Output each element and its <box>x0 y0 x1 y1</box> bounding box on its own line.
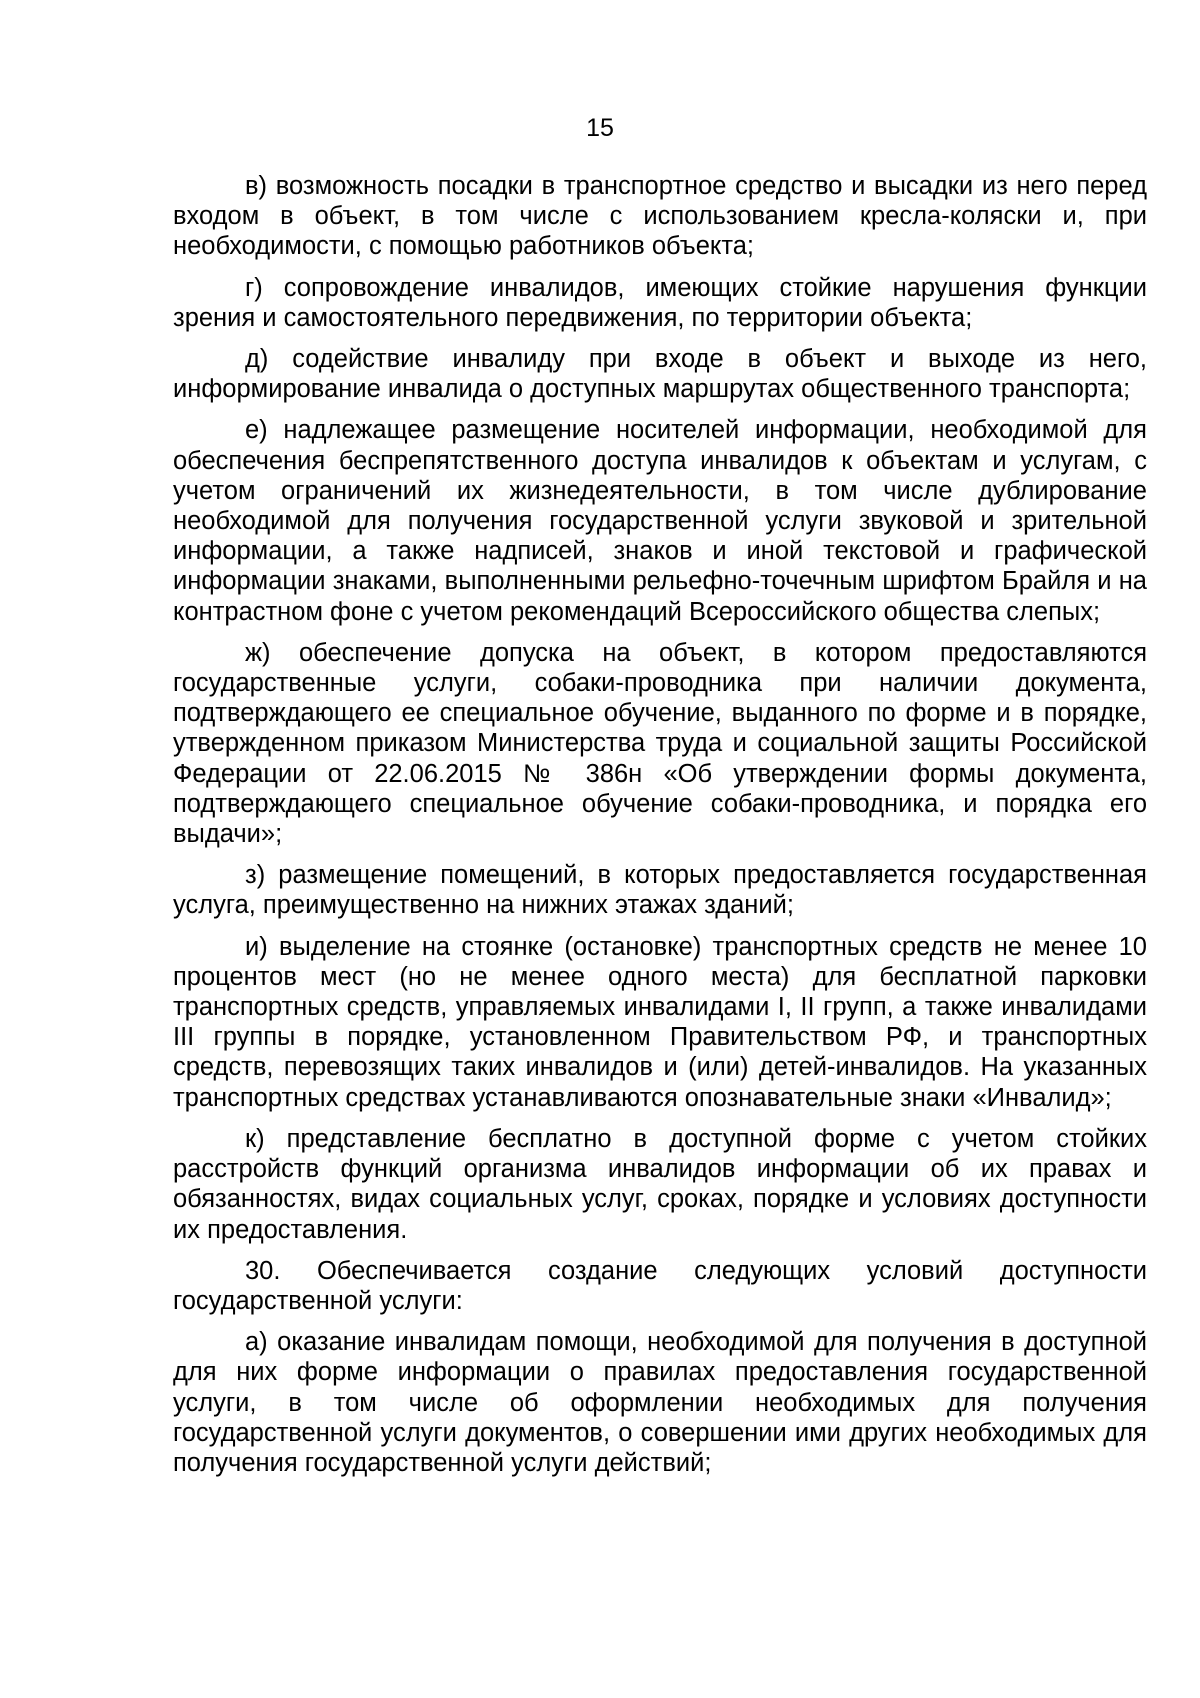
paragraph-k: к) представление бесплатно в доступной форме с учетом стойких расстройств функций организма инвалидов информации об их правах и обязанностях, видах социальных услуг, сроках, порядке и условиях доступности их предоставления. <box>173 1124 1147 1244</box>
paragraph-zh: ж) обеспечение допуска на объект, в котором предоставляются государственные услуги, собаки-проводника при наличии документа, подтверждающего ее специальное обучение, выданного по форме и в порядке, утвержденном приказом Министерства труда и социальной защиты Российской Федерации от 22.06.2015 № 386н «Об утверждении формы документа, подтверждающего специальное обучение собаки-проводника, и порядка его выдачи»; <box>173 638 1147 849</box>
paragraph-d: д) содействие инвалиду при входе в объект и выходе из него, информирование инвалида о доступных маршрутах общественного транспорта; <box>173 345 1147 404</box>
paragraph-a: а) оказание инвалидам помощи, необходимой для получения в доступной для них форме информации о правилах предоставления государственной услуги, в том числе об оформлении необходимых для получения государственной услуги документов, о совершении ими других необходимых для получения государственной услуги действий; <box>173 1328 1147 1477</box>
page-number: 15 <box>586 114 614 142</box>
paragraph-v: в) возможность посадки в транспортное средство и высадки из него перед входом в объект, в том числе с использованием кресла-коляски и, при необходимости, с помощью работников объекта; <box>173 172 1147 261</box>
paragraph-e: е) надлежащее размещение носителей информации, необходимой для обеспечения беспрепятственного доступа инвалидов к объектам и услугам, с учетом ограничений их жизнедеятельности, в том числе дублирование необходимой для получения государственной услуги звуковой и зрительной информации, а также надписей, знаков и иной текстовой и графической информации знаками, выполненными рельефно-точечным шрифтом Брайля и на контрастном фоне с учетом рекомендаций Всероссийского общества слепых; <box>173 416 1147 626</box>
document-body <box>173 171 1147 1489</box>
paragraph-z: з) размещение помещений, в которых предоставляется государственная услуга, преимущественно на нижних этажах зданий; <box>173 861 1147 920</box>
paragraph-30: 30. Обеспечивается создание следующих условий доступности государственной услуги: <box>173 1256 1147 1315</box>
paragraph-i: и) выделение на стоянке (остановке) транспортных средств не менее 10 процентов мест (но не менее одного места) для бесплатной парковки транспортных средств, управляемых инвалидами I, II групп, а также инвалидами III группы в порядке, установленном Правительством РФ, и транспортных средств, перевозящих таких инвалидов и (или) детей-инвалидов. На указанных транспортных средствах устанавливаются опознавательные знаки «Инвалид»; <box>173 932 1147 1112</box>
paragraph-g: г) сопровождение инвалидов, имеющих стойкие нарушения функции зрения и самостоятельного передвижения, по территории объекта; <box>173 273 1147 332</box>
